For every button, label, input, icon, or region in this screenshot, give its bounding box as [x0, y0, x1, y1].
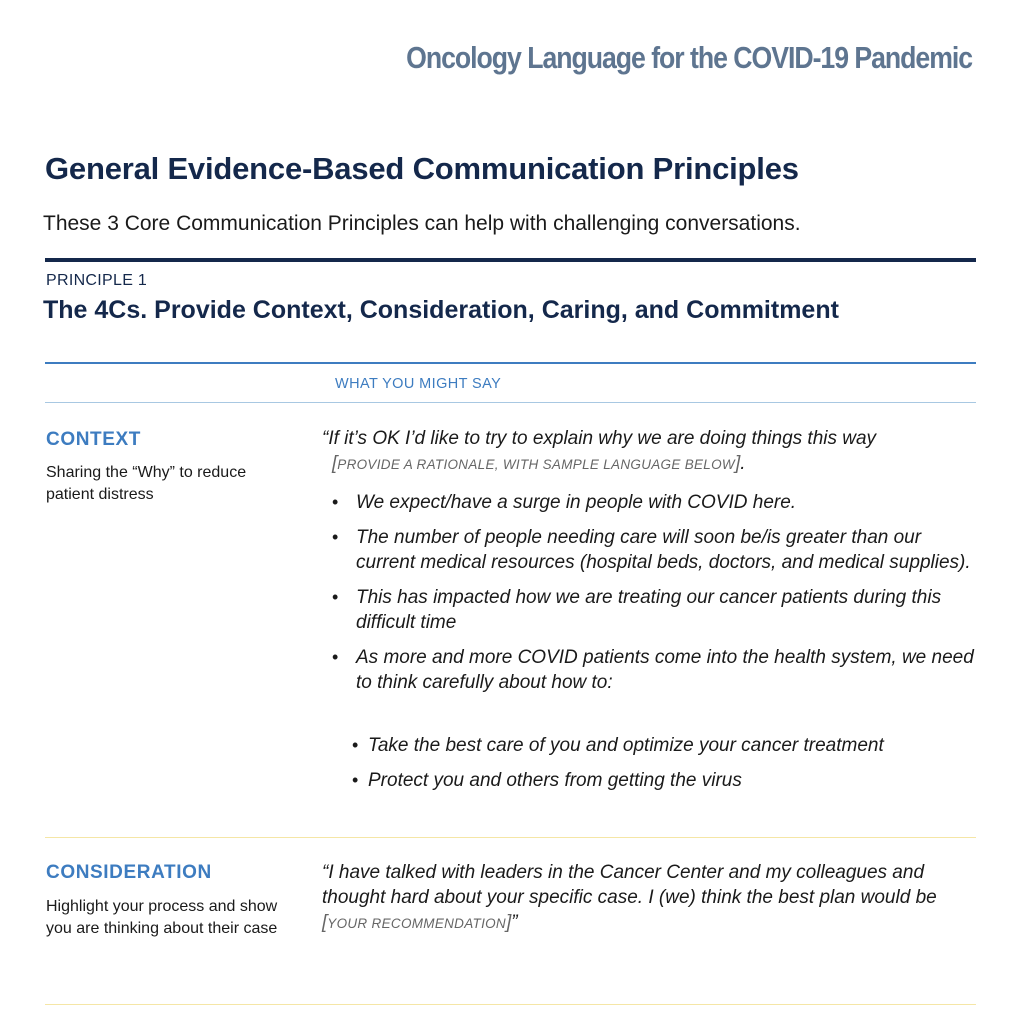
row-description-consideration: Highlight your process and show you are thinking about their case	[46, 898, 278, 937]
row-heading-context: CONTEXT	[46, 429, 141, 450]
list-item: • We expect/have a surge in people with COVID here.	[330, 490, 985, 515]
divider-table-top	[45, 362, 976, 364]
quote-consideration-text: “I have talked with leaders in the Cancer Center and my colleagues and thought hard about your specific case. I (we) think the best plan would be	[322, 862, 937, 908]
section-title: General Evidence-Based Communication Principles	[45, 151, 799, 186]
principle-title: The 4Cs. Provide Context, Consideration, Caring, and Commitment	[43, 296, 839, 324]
column-header-what-you-might-say: WHAT YOU MIGHT SAY	[335, 376, 502, 392]
quote-context-intro: “If it’s OK I’d like to try to explain why we are doing things this way	[322, 428, 877, 449]
quote-context	[322, 426, 982, 477]
placeholder-provide-rationale: PROVIDE A RATIONALE, WITH SAMPLE LANGUAGE BELOW	[337, 457, 735, 472]
quote-context-placeholder-line: [PROVIDE A RATIONALE, WITH SAMPLE LANGUAGE BELOW].	[332, 453, 746, 474]
divider-row	[45, 837, 976, 838]
quote-consideration: “I have talked with leaders in the Cancer Center and my colleagues and thought hard about your specific case. I (we) think the best plan would be [YOUR RECOMMENDATION]”	[322, 862, 937, 933]
context-bullet-list	[330, 490, 985, 705]
context-sub-bullet-list	[352, 733, 982, 803]
principle-label: PRINCIPLE 1	[46, 272, 148, 289]
divider-table-header	[45, 402, 976, 403]
list-item: • This has impacted how we are treating our cancer patients during this difficult time	[330, 585, 985, 635]
divider-row	[45, 1004, 976, 1005]
placeholder-your-recommendation: YOUR RECOMMENDATION	[327, 916, 506, 931]
list-item: • Protect you and others from getting the virus	[352, 768, 982, 793]
list-item: • As more and more COVID patients come into the health system, we need to think carefully about how to:	[330, 645, 985, 695]
section-intro: These 3 Core Communication Principles can help with challenging conversations.	[43, 212, 801, 235]
list-item: • The number of people needing care will soon be/is greater than our current medical resources (hospital beds, doctors, and medical supplies).	[330, 525, 985, 575]
list-item: • Take the best care of you and optimize your cancer treatment	[352, 733, 982, 758]
divider-principle-top	[45, 258, 976, 262]
document-header-title: Oncology Language for the COVID-19 Pandemic	[406, 40, 972, 75]
row-heading-consideration: CONSIDERATION	[46, 862, 212, 883]
row-description-context: Sharing the “Why” to reduce patient distress	[46, 464, 247, 503]
